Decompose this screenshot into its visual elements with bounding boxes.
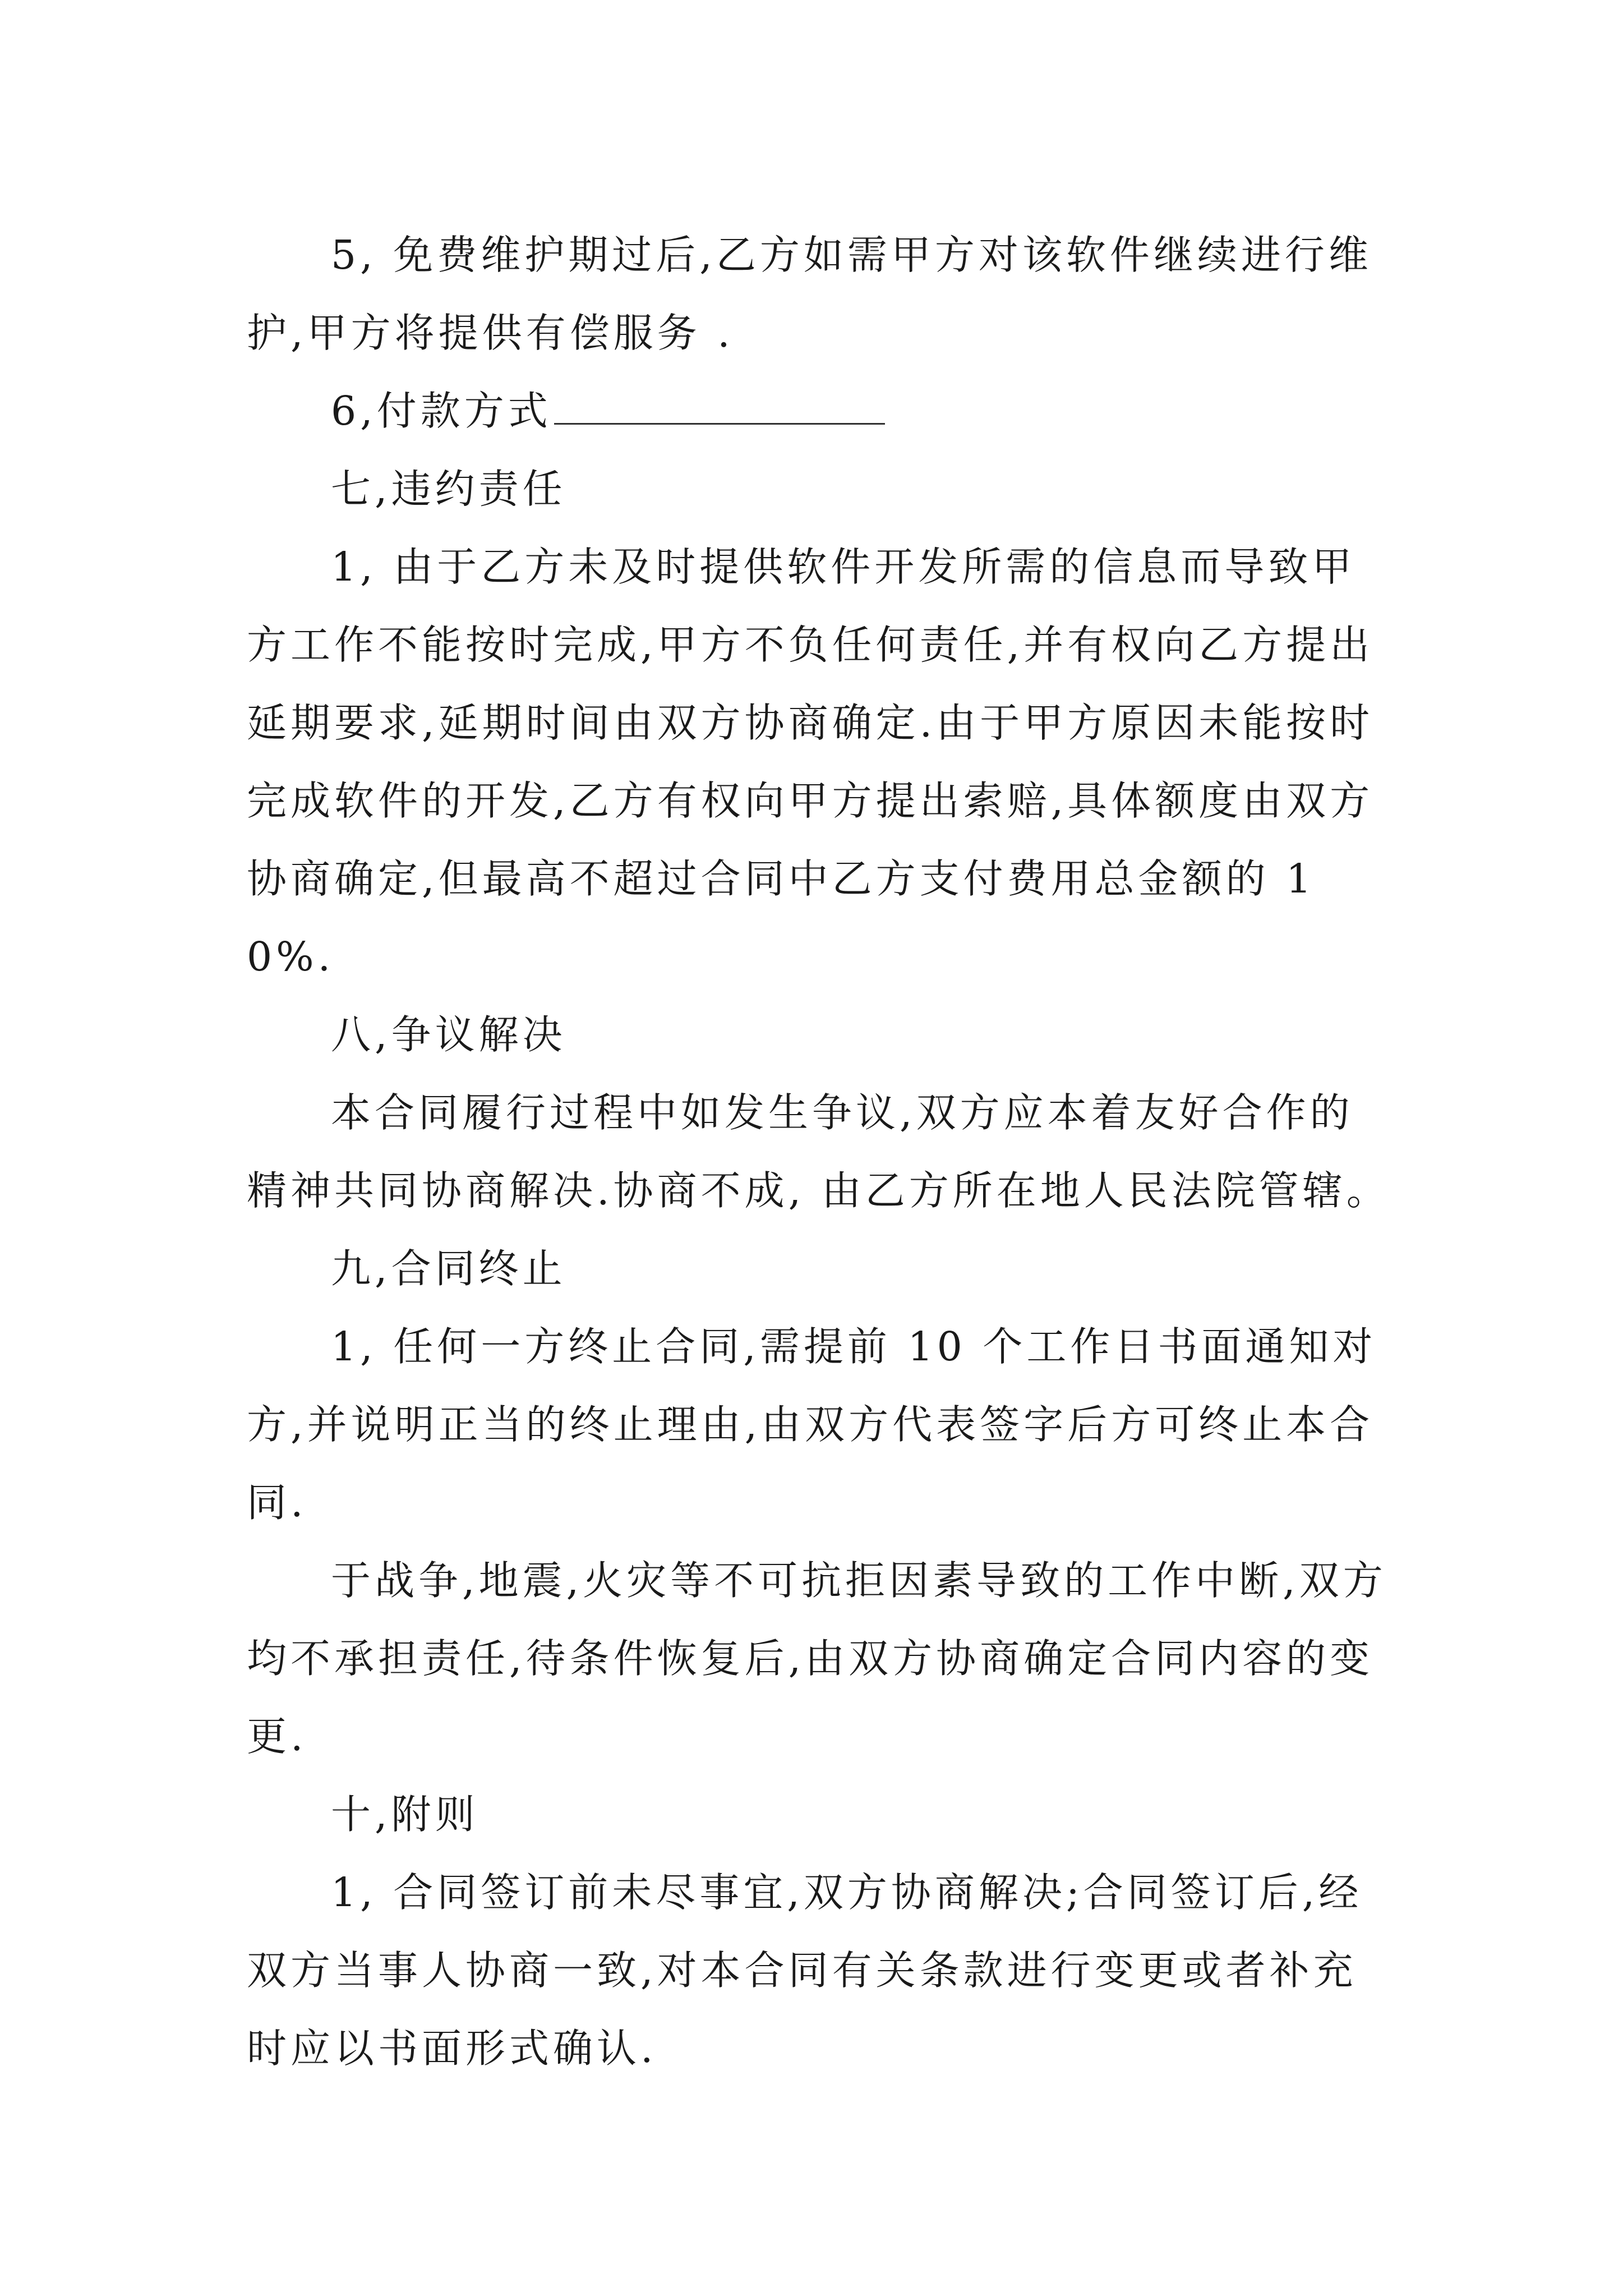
paragraph-payment-method xyxy=(247,372,1391,450)
section-heading-termination: 九,合同终止 xyxy=(331,1245,566,1292)
section-heading-supplementary: 十,附则 xyxy=(331,1791,479,1838)
paragraph-termination-1: 1, 任何一方终止合同,需提前 10 个工作日书面通知对方,并说明正当的终止理由,由双方代表签字后方可终止本合同. xyxy=(247,1323,1377,1526)
paragraph-supplementary-1: 1, 合同签订前未尽事宜,双方协商解决;合同签订后,经双方当事人协商一致,对本合同有关条款进行变更或者补充时应以书面形式确认. xyxy=(247,1869,1363,2072)
section-heading-dispute: 八,争议解决 xyxy=(331,1011,566,1058)
payment-method-blank-line xyxy=(554,390,885,425)
payment-method-label: 6,付款方式 xyxy=(331,388,552,434)
paragraph-breach-1: 1, 由于乙方未及时提供软件开发所需的信息而导致甲方工作不能按时完成,甲方不负任何责任,并有权向乙方提出延期要求,延期时间由双方协商确定.由于甲方原因未能按时完成软件的开发,乙方有权向甲方提出索赔,具体额度由双方协商确定,但最高不超过合同中乙方支付费用总金额的 10%. xyxy=(247,544,1374,980)
paragraph-maintenance: 5, 免费维护期过后,乙方如需甲方对该软件继续进行维护,甲方将提供有偿服务 . xyxy=(247,232,1372,356)
document-body xyxy=(247,216,1391,2087)
section-heading-breach: 七,违约责任 xyxy=(331,466,566,512)
paragraph-dispute: 本合同履行过程中如发生争议,双方应本着友好合作的精神共同协商解决.协商不成, 由乙方所在地人民法院管辖。 xyxy=(247,1089,1390,1214)
paragraph-force-majeure: 于战争,地震,火灾等不可抗拒因素导致的工作中断,双方均不承担责任,待条件恢复后,由双方协商确定合同内容的变更. xyxy=(247,1557,1387,1760)
